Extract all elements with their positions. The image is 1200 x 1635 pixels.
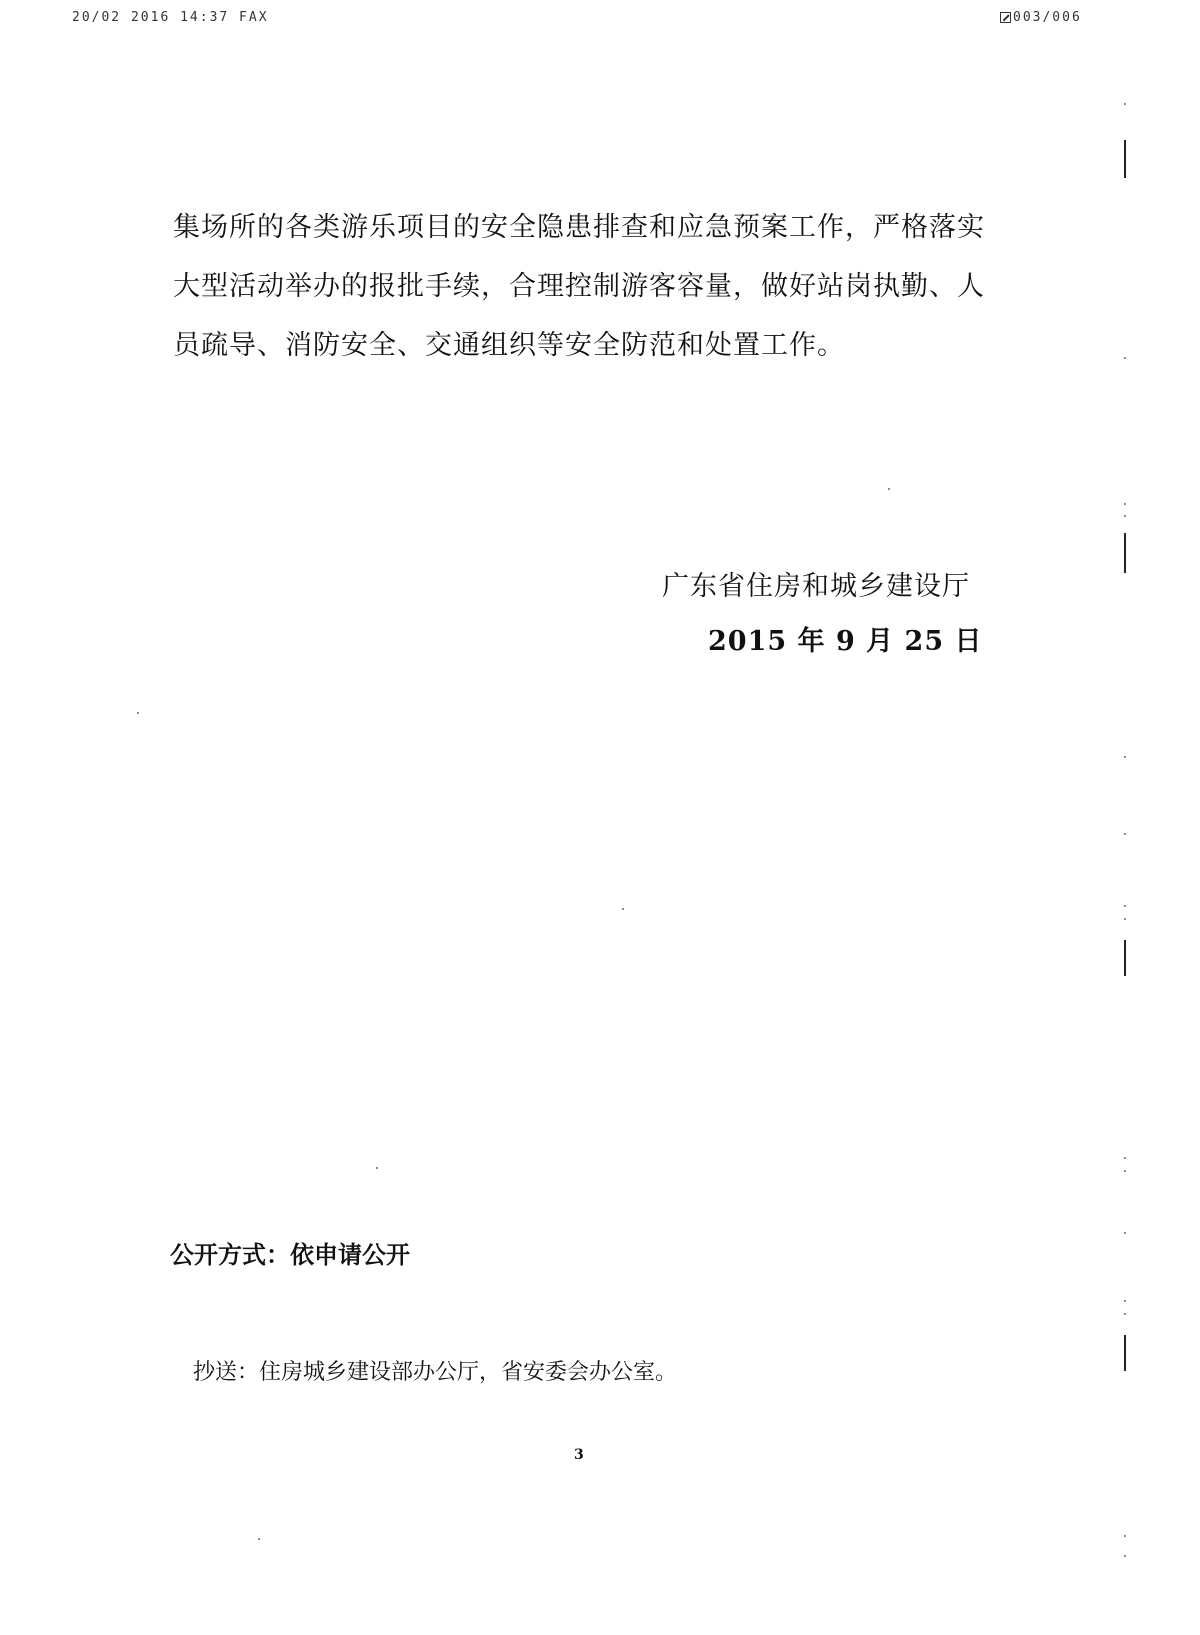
scan-artifact-dot [376, 1167, 378, 1169]
scan-artifact-line [1124, 533, 1126, 573]
fax-header-page-count [1000, 10, 1082, 25]
scan-artifact-dot [1124, 1232, 1126, 1234]
scan-artifact-dot [1124, 1157, 1126, 1159]
scan-artifact-dot [888, 488, 890, 490]
scan-artifact-dot [258, 1538, 260, 1540]
scan-artifact-line [1124, 940, 1126, 976]
scan-artifact-dot [1124, 1555, 1126, 1557]
scan-artifact-dot [1124, 833, 1126, 835]
scan-artifact-dot [1124, 103, 1126, 105]
scan-artifact-dot [1124, 357, 1126, 359]
fax-page-counter: 003/006 [1013, 10, 1082, 25]
signature-date: 2015 年 9 月 25 日 [708, 626, 983, 657]
body-line: 集场所的各类游乐项目的安全隐患排查和应急预案工作，严格落实 [173, 212, 985, 243]
scan-artifact-dot [1124, 503, 1126, 505]
page-number: 3 [574, 1447, 584, 1463]
scan-artifact-line [1124, 140, 1126, 178]
scan-artifact-dot [1124, 1313, 1126, 1315]
fax-checkbox-icon [1000, 12, 1011, 23]
scan-artifact-dot [1124, 515, 1126, 517]
disclosure-method: 公开方式：依申请公开 [170, 1241, 410, 1269]
scan-artifact-dot [1124, 905, 1126, 907]
scan-artifact-line [1124, 1335, 1126, 1371]
body-paragraph [173, 198, 1003, 375]
scan-artifact-dot [1124, 1170, 1126, 1172]
scan-artifact-dot [1124, 1535, 1126, 1537]
body-line: 员疏导、消防安全、交通组织等安全防范和处置工作。 [173, 330, 845, 361]
body-line: 大型活动举办的报批手续，合理控制游客容量，做好站岗执勤、人 [173, 271, 985, 302]
scan-artifact-dot [1124, 1300, 1126, 1302]
scan-artifact-dot [1124, 756, 1126, 758]
fax-header-timestamp: 20/02 2016 14:37 FAX [72, 10, 269, 25]
signature-organization: 广东省住房和城乡建设厅 [662, 571, 970, 602]
scan-artifact-dot [137, 712, 139, 714]
cc-recipients: 抄送：住房城乡建设部办公厅，省安委会办公室。 [193, 1360, 678, 1385]
scan-artifact-dot [1124, 918, 1126, 920]
scan-artifact-dot [622, 908, 624, 910]
